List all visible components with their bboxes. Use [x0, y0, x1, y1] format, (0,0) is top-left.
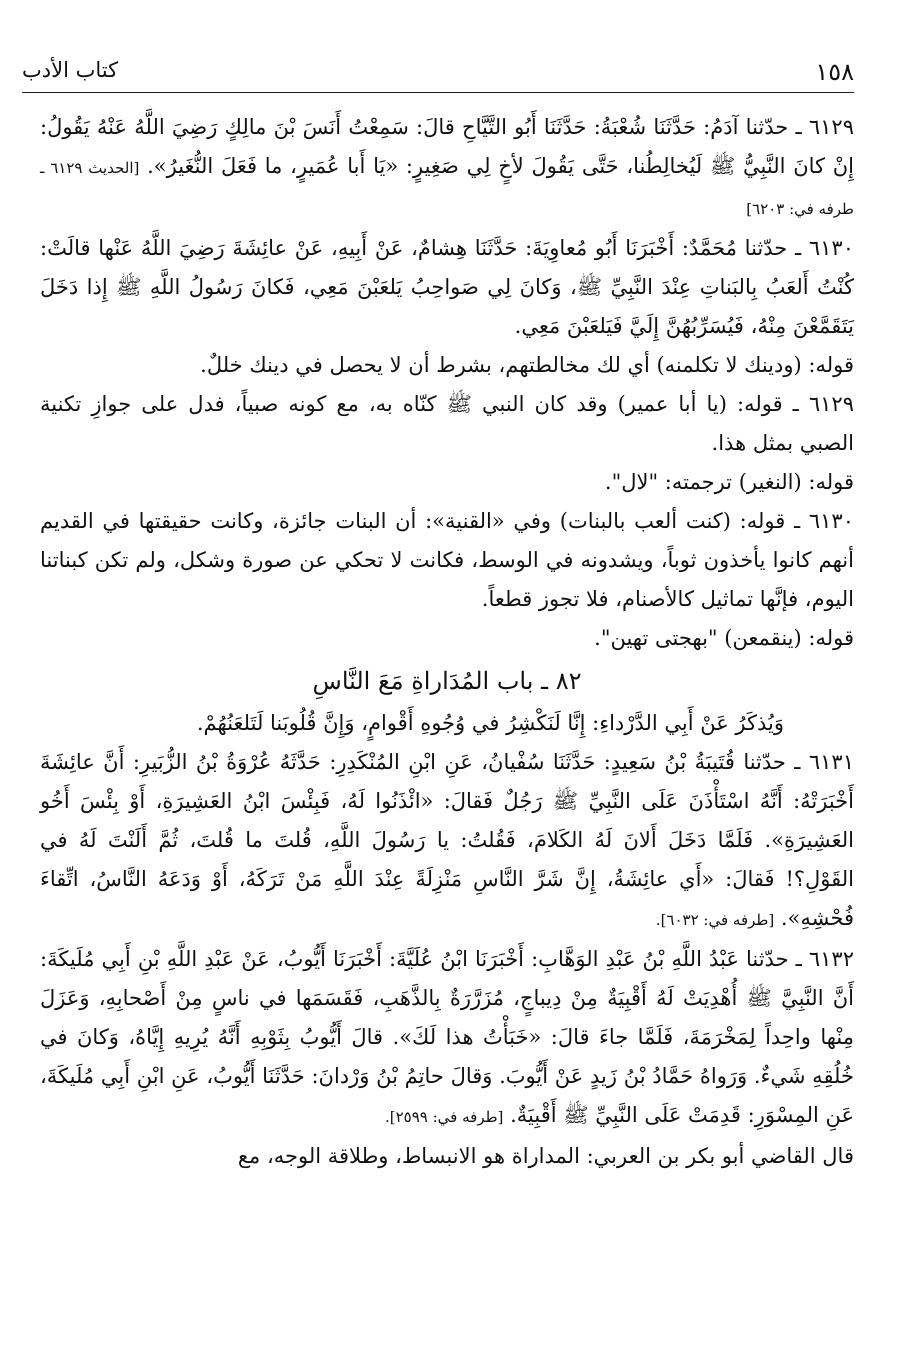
commentary-note: قال القاضي أبو بكر بن العربي: المداراة هو الانبساط، وطلاقة الوجه، مع	[237, 1144, 854, 1168]
hadith-text: ٦١٣١ ـ حدّثنا قُتَيبَةُ بْنُ سَعِيدٍ: حَدَّثَنَا سُفْيانُ، عَنِ ابْنِ المُنْكَدِرِ: حَدَّثَهُ عُرْوَةُ بْنُ الزُّبَيرِ: أَنَّ عائِشَةَ أَخْبَرَتْهُ: أَنَّهُ اسْتَأْذَنَ عَلَى النَّبِيِّ ﷺ رَجُلٌ فَقالَ: «ائْذَنُوا لَهُ، فَبِئْسَ ابْنُ العَشِيرَةِ، أَوْ بِئْسَ أَخُو العَشِيرَةِ». فَلَمَّا دَخَلَ أَلانَ لَهُ الكَلامَ، فَقُلتُ: يا رَسُولَ اللَّهِ، قُلتَ ما قُلتَ، ثُمَّ أَلَنْتَ لَهُ في القَوْلِ؟! فَقالَ: «أَي عائِشَةُ، إِنَّ شَرَّ النَّاسِ مَنْزِلَةً عِنْدَ اللَّهِ مَنْ تَرَكَهُ، أَوْ وَدَعَهُ النَّاسُ، اتِّقاءَ فُحْشِهِ».	[40, 750, 854, 930]
commentary-note: قوله: (ودينك لا تكلمنه) أي لك مخالطتهم، بشرط أن لا يحصل في دينك خللٌ.	[200, 353, 854, 377]
page-number: ١٥٨	[815, 58, 854, 86]
hadith-text: ٦١٣٠ ـ حدّثنا مُحَمَّدٌ: أَخْبَرَنَا أَبُو مُعاوِيَةَ: حَدَّثَنَا هِشامٌ، عَنْ أَبِيهِ، عَنْ عائِشَةَ رَضِيَ اللَّهُ عَنْها قالَتْ: كُنْتُ أَلعَبُ بِالبَناتِ عِنْدَ النَّبِيِّ ﷺ، وَكانَ لِي صَواحِبُ يَلعَبْنَ مَعِي، فَكانَ رَسُولُ اللَّهِ ﷺ إِذا دَخَلَ يَتَقَمَّعْنَ مِنْهُ، فَيُسَرِّبُهُنَّ إِلَيَّ فَيَلعَبْنَ مَعِي.	[40, 236, 854, 338]
page-header	[22, 52, 854, 93]
commentary-note: ٦١٢٩ ـ قوله: (يا أبا عمير) وقد كان النبي ﷺ كنّاه به، مع كونه صبياً، فدل على جوازِ تكنية الصبي بمثل هذا.	[40, 392, 854, 455]
hadith-6130	[40, 229, 854, 346]
commentary-note: قوله: (ينقمعن) "بهجتى تهين".	[594, 626, 854, 650]
hadith-6131	[40, 743, 854, 940]
commentary-note: قوله: (النغير) ترجمته: "لال".	[604, 470, 854, 494]
book-title: كتاب الأدب	[22, 58, 119, 82]
hadith-6132	[40, 940, 854, 1137]
commentary-note: ٦١٣٠ ـ قوله: (كنت ألعب بالبنات) وفي «القنية»: أن البنات جائزة، وكانت حقيقتها في القديم أنهم كانوا يأخذون ثوباً، ويشدونه في الوسط، فكانت لا تحكي عن صورة وشكل، ولم تكن كبناتنا اليوم، فإنَّها تماثيل كالأصنام، فلا تجوز قطعاً.	[40, 509, 854, 611]
page-content	[40, 108, 854, 1176]
chapter-quote: وَيُذكَرُ عَنْ أَبِي الدَّرْداءِ: إِنَّا لَنَكْشِرُ في وُجُوهِ أَقْوامٍ، وَإِنَّ قُلُوبَنا لَتَلعَنُهُمْ.	[196, 711, 784, 735]
hadith-text: ٦١٢٩ ـ حدّثنا آدَمُ: حَدَّثَنَا شُعْبَةُ: حَدَّثَنَا أَبُو التَّيَّاحِ قالَ: سَمِعْتُ أَنَسَ بْنَ مالِكٍ رَضِيَ اللَّهُ عَنْهُ يَقُولُ: إِنْ كانَ النَّبِيُّ ﷺ لَيُخالِطُنا، حَتَّى يَقُولَ لأخٍ لِي صَغِيرٍ: «يَا أَبا عُمَيرٍ، ما فَعَلَ النُّغَيرُ».	[40, 115, 855, 178]
hadith-reference: [طرفه في: ٢٥٩٩].	[385, 1108, 504, 1126]
hadith-6129	[40, 108, 854, 229]
hadith-reference: [طرفه في: ٦٠٣٢].	[655, 911, 775, 929]
hadith-text: ٦١٣٢ ـ حدّثنا عَبْدُ اللَّهِ بْنُ عَبْدِ الوَهَّابِ: أَخْبَرَنَا ابْنُ عُلَيَّةَ: أَخْبَرَنَا أَيُّوبُ، عَنْ عَبْدِ اللَّهِ بْنِ أَبِي مُلَيكَةَ: أَنَّ النَّبِيَّ ﷺ أُهْدِيَتْ لَهُ أَقْبِيَةٌ مِنْ دِيباجٍ، مُزَرَّرَةٌ بِالذَّهَبِ، فَقَسَمَها في ناسٍ مِنْ أَصْحابِهِ، وَعَزَلَ مِنْها واحِداً لِمَخْرَمَةَ، فَلَمَّا جاءَ قالَ: «خَبَأْتُ هذا لَكَ». قالَ أَيُّوبُ بِثَوْبِهِ أَنَّهُ يُرِيهِ إِيَّاهُ، وَكانَ في خُلُقِهِ شَيءٌ. وَرَواهُ حَمَّادُ بْنُ زَيدٍ عَنْ أَيُّوبَ. وَقالَ حاتِمُ بْنُ وَرْدانَ: حَدَّثَنَا أَيُّوبُ، عَنِ ابْنِ أَبِي مُلَيكَةَ، عَنِ المِسْوَرِ: قَدِمَتْ عَلَى النَّبِيِّ ﷺ أَقْبِيَةٌ.	[40, 947, 854, 1127]
chapter-heading: ٨٢ ـ باب المُدَاراةِ مَعَ النَّاسِ	[312, 667, 582, 695]
hadith-reference: [الحديث ٦١٢٩ ـ طرفه في: ٦٢٠٣]	[40, 159, 854, 218]
